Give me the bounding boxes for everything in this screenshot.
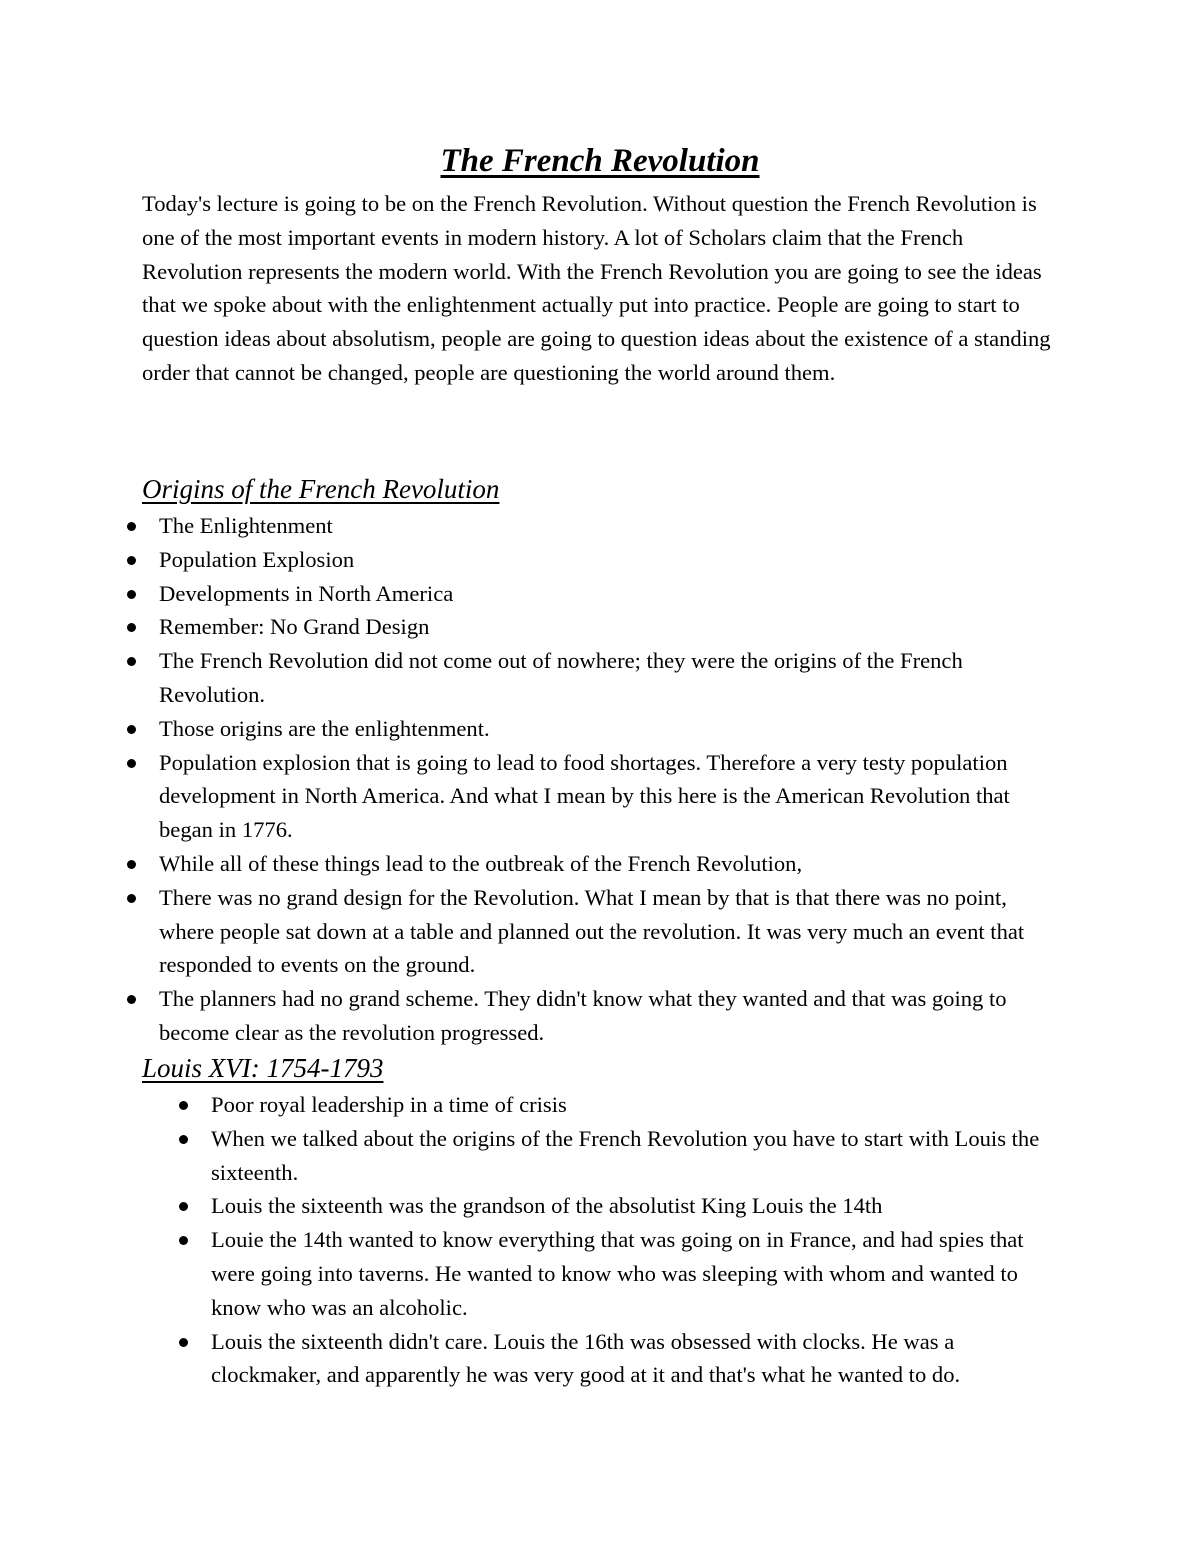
list-item bbox=[127, 746, 1067, 847]
bullet-icon bbox=[127, 894, 136, 903]
list-item-text: Louis the sixteenth didn't care. Louis the 16th was obsessed with clocks. He was a clockmaker, and apparently he was very good at it and that's what he wanted to do. bbox=[211, 1328, 961, 1388]
list-item bbox=[127, 644, 1067, 712]
list-item bbox=[127, 847, 1067, 881]
origins-list bbox=[127, 509, 1067, 1050]
list-item bbox=[179, 1189, 1069, 1223]
list-item bbox=[179, 1088, 1069, 1122]
list-item-text: Remember: No Grand Design bbox=[159, 614, 430, 640]
list-item bbox=[127, 712, 1067, 746]
list-item bbox=[127, 982, 1067, 1050]
list-item bbox=[127, 543, 1067, 577]
intro-paragraph: Today's lecture is going to be on the French Revolution. Without question the French Revolution is one of the most important events in modern history. A lot of Scholars claim that the French Revolution represents the modern world. With the French Revolution you are going to see the ideas that we spoke about with the enlightenment actually put into practice. People are going to start to question ideas about absolutism, people are going to question ideas about the existence of a standing order that cannot be changed, people are questioning the world around them. bbox=[142, 191, 1051, 385]
bullet-icon bbox=[127, 860, 136, 869]
list-item bbox=[127, 881, 1067, 982]
list-item bbox=[179, 1122, 1069, 1190]
bullet-icon bbox=[127, 623, 136, 632]
list-item-text: Louis the sixteenth was the grandson of the absolutist King Louis the 14th bbox=[211, 1193, 883, 1219]
list-item bbox=[179, 1325, 1069, 1393]
bullet-icon bbox=[179, 1202, 188, 1211]
bullet-icon bbox=[127, 590, 136, 599]
bullet-icon bbox=[179, 1338, 188, 1347]
list-item-text: Poor royal leadership in a time of crisis bbox=[211, 1092, 567, 1117]
list-item-text: There was no grand design for the Revolution. What I mean by that is that there was no point, where people sat down at a table and planned out the revolution. It was very much an event that responded to events on the ground. bbox=[159, 884, 1025, 978]
bullet-icon bbox=[127, 556, 136, 565]
list-item-text: Developments in North America bbox=[159, 580, 454, 606]
louis-list bbox=[179, 1088, 1069, 1392]
bullet-icon bbox=[127, 725, 136, 734]
list-item-text: The French Revolution did not come out of nowhere; they were the origins of the French Revolution. bbox=[159, 648, 963, 707]
list-item-text: Population Explosion bbox=[159, 546, 355, 572]
origins-heading: Origins of the French Revolution bbox=[142, 474, 500, 504]
louis-heading: Louis XVI: 1754-1793 bbox=[142, 1053, 384, 1083]
bullet-icon bbox=[127, 995, 136, 1004]
list-item-text: The Enlightenment bbox=[159, 513, 333, 538]
list-item bbox=[127, 577, 1067, 611]
bullet-icon bbox=[127, 522, 136, 531]
bullet-icon bbox=[179, 1135, 188, 1144]
document-title: The French Revolution bbox=[440, 143, 760, 179]
bullet-icon bbox=[127, 759, 136, 768]
bullet-icon bbox=[127, 657, 136, 666]
list-item bbox=[179, 1223, 1069, 1324]
list-item-text: While all of these things lead to the outbreak of the French Revolution, bbox=[159, 850, 803, 876]
bullet-icon bbox=[179, 1101, 188, 1110]
bullet-icon bbox=[179, 1236, 188, 1245]
list-item-text: When we talked about the origins of the French Revolution you have to start with Louis the sixteenth. bbox=[211, 1125, 1040, 1185]
list-item-text: The planners had no grand scheme. They didn't know what they wanted and that was going to become clear as the revolution progressed. bbox=[159, 986, 1007, 1045]
list-item-text: Louie the 14th wanted to know everything that was going on in France, and had spies that were going into taverns. He wanted to know who was sleeping with whom and wanted to know who was an alcoholic. bbox=[211, 1227, 1024, 1320]
list-item-text: Those origins are the enlightenment. bbox=[159, 715, 490, 741]
list-item-text: Population explosion that is going to lead to food shortages. Therefore a very testy population development in North America. And what I mean by this here is the American Revolution that began in 1776. bbox=[159, 749, 1010, 843]
list-item bbox=[127, 509, 1067, 543]
list-item bbox=[127, 610, 1067, 644]
